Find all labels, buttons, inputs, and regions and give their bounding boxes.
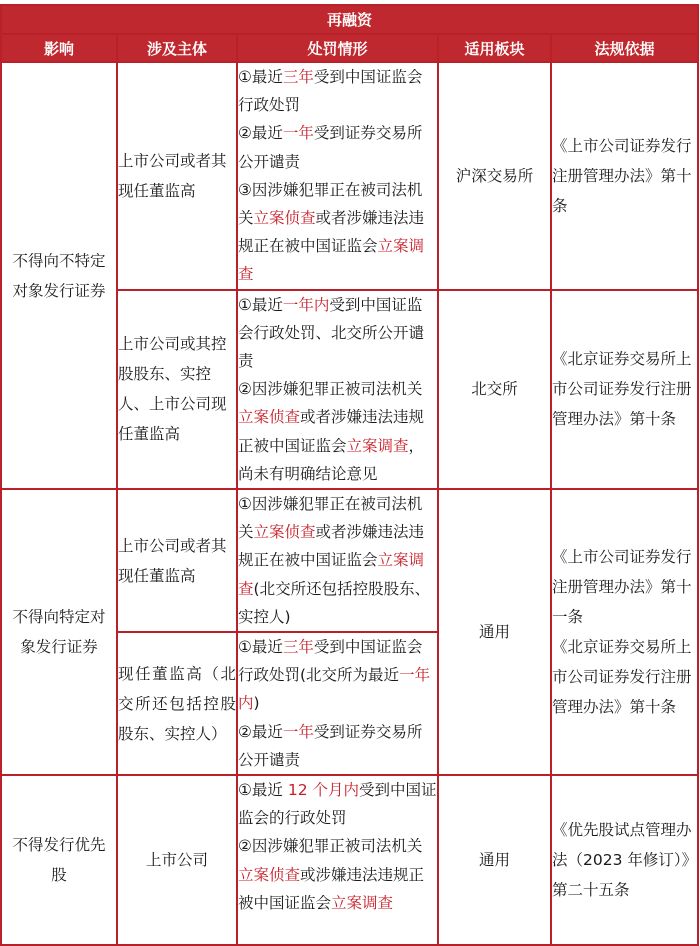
penalty-highlight: 一年 <box>282 722 314 741</box>
penalty-text: ①最近 <box>238 638 283 657</box>
subject-text: 上市公司或者其现任董监高 <box>118 151 227 200</box>
penalty-item <box>238 375 437 488</box>
board-cell <box>438 489 551 775</box>
header-board: 适用板块 <box>438 34 551 62</box>
penalty-text: ②因涉嫌犯罪正被司法机关 <box>238 837 423 856</box>
penalty-text: ②最近 <box>238 722 283 741</box>
penalty-cell <box>237 62 438 290</box>
subject-text: 上市公司或其控股股东、实控人、上市公司现任董监高 <box>118 335 227 444</box>
subject-cell <box>117 290 237 489</box>
penalty-highlight: 立案侦查 <box>253 209 316 228</box>
basis-text: 《上市公司证券发行注册管理办法》第十一条 <box>552 548 692 627</box>
basis-text: 《上市公司证券发行注册管理办法》第十条 <box>552 136 692 215</box>
penalty-text: ) <box>253 694 260 713</box>
subject-text: 上市公司 <box>145 851 208 870</box>
penalty-cell <box>237 775 438 945</box>
penalty-text: ，尚未有明确结论意见 <box>238 436 425 483</box>
penalty-highlight: 立案侦查 <box>238 408 301 427</box>
penalty-highlight: 三年 <box>282 638 314 657</box>
table-row <box>1 775 698 945</box>
impact-text: 不得向特定对象发行证券 <box>12 608 106 657</box>
board-cell <box>438 62 551 290</box>
board-cell <box>438 775 551 945</box>
penalty-text: (北交所还包括控股股东、实控人) <box>238 579 431 626</box>
penalty-item <box>238 776 437 832</box>
penalty-text: 或者涉嫌违法违规正在被中国证监会 <box>238 209 425 256</box>
impact-text: 不得向不特定对象发行证券 <box>12 251 106 300</box>
board-cell <box>438 290 551 489</box>
penalty-highlight: 立案调查 <box>238 551 425 598</box>
penalty-highlight: 一年内 <box>282 295 330 314</box>
penalty-text: ①因涉嫌犯罪正在被司法机关 <box>238 495 423 542</box>
penalty-highlight: 立案调查 <box>331 893 394 912</box>
subject-cell <box>117 775 237 945</box>
penalty-text: ②最近 <box>238 124 283 143</box>
table-row <box>1 489 698 632</box>
impact-text: 不得发行优先股 <box>12 836 106 885</box>
penalty-text: 受到中国证监会的行政处罚 <box>238 781 437 828</box>
table-row <box>1 62 698 290</box>
penalty-highlight: 立案侦查 <box>238 865 301 884</box>
penalty-highlight: 三年 <box>282 68 314 86</box>
penalty-text: 受到证券交易所公开谴责 <box>238 124 423 171</box>
subject-cell <box>117 632 237 775</box>
penalty-text: ①最近 <box>238 295 283 314</box>
penalty-item <box>238 718 437 774</box>
penalty-text: 或者涉嫌违法违规正在被中国证监会 <box>238 523 425 570</box>
basis-text: 《北京证券交易所上市公司证券发行注册管理办法》第十条 <box>552 638 692 717</box>
penalty-item <box>238 832 437 917</box>
penalty-text: 受到中国证监会行政处罚(北交所为最近 <box>238 638 423 685</box>
penalty-text: ①最近 <box>238 781 288 800</box>
header-impact: 影响 <box>1 34 117 62</box>
impact-cell <box>1 775 117 945</box>
board-text: 沪深交易所 <box>455 166 534 185</box>
impact-cell <box>1 62 117 489</box>
impact-cell <box>1 489 117 775</box>
penalty-text: 受到中国证监会行政处罚、北交所公开谴责 <box>238 295 425 371</box>
subject-text: 上市公司或者其现任董监高 <box>118 536 227 585</box>
header-subject: 涉及主体 <box>117 34 237 62</box>
penalty-text: ①最近 <box>238 68 283 86</box>
basis-cell <box>551 489 698 775</box>
header-penalty: 处罚情形 <box>237 34 438 62</box>
penalty-item <box>238 119 437 175</box>
table-title: 再融资 <box>1 5 698 34</box>
penalty-cell <box>237 632 438 775</box>
penalty-item <box>238 633 437 718</box>
penalty-highlight: 12 个月内 <box>287 781 359 800</box>
subject-text: 现任董监高（北交所还包括控股股东、实控人） <box>118 664 236 743</box>
title-row <box>1 5 698 34</box>
basis-text: 《北京证券交易所上市公司证券发行注册管理办法》第十条 <box>552 350 692 429</box>
board-text: 北交所 <box>471 380 518 399</box>
penalty-item <box>238 63 437 119</box>
penalty-highlight: 一年内 <box>238 666 431 713</box>
basis-text: 《优先股试点管理办法（2023 年修订）》第二十五条 <box>552 821 692 900</box>
penalty-highlight: 立案侦查 <box>253 523 316 542</box>
refinancing-penalty-table <box>0 4 699 946</box>
penalty-text: ②因涉嫌犯罪正被司法机关 <box>238 380 423 399</box>
penalty-text: 受到证券交易所公开谴责 <box>238 722 423 769</box>
penalty-item <box>238 176 437 289</box>
penalty-item <box>238 291 437 376</box>
penalty-cell <box>237 290 438 489</box>
penalty-highlight: 立案调查 <box>238 237 425 284</box>
header-basis: 法规依据 <box>551 34 698 62</box>
penalty-item <box>238 490 437 631</box>
basis-cell <box>551 62 698 290</box>
subject-cell <box>117 62 237 290</box>
penalty-highlight: 立案调查 <box>346 436 409 455</box>
penalty-text: 受到中国证监会行政处罚 <box>238 68 423 115</box>
penalty-cell <box>237 489 438 632</box>
penalty-text: 或涉嫌违法违规正被中国证监会 <box>238 865 425 912</box>
header-row <box>1 34 698 62</box>
penalty-text: 或者涉嫌违法违规正被中国证监会 <box>238 408 425 455</box>
basis-cell <box>551 290 698 489</box>
penalty-highlight: 一年 <box>282 124 314 143</box>
subject-cell <box>117 489 237 632</box>
basis-cell <box>551 775 698 945</box>
board-text: 通用 <box>478 623 510 642</box>
board-text: 通用 <box>478 851 510 870</box>
penalty-text: ③因涉嫌犯罪正在被司法机关 <box>238 180 423 228</box>
